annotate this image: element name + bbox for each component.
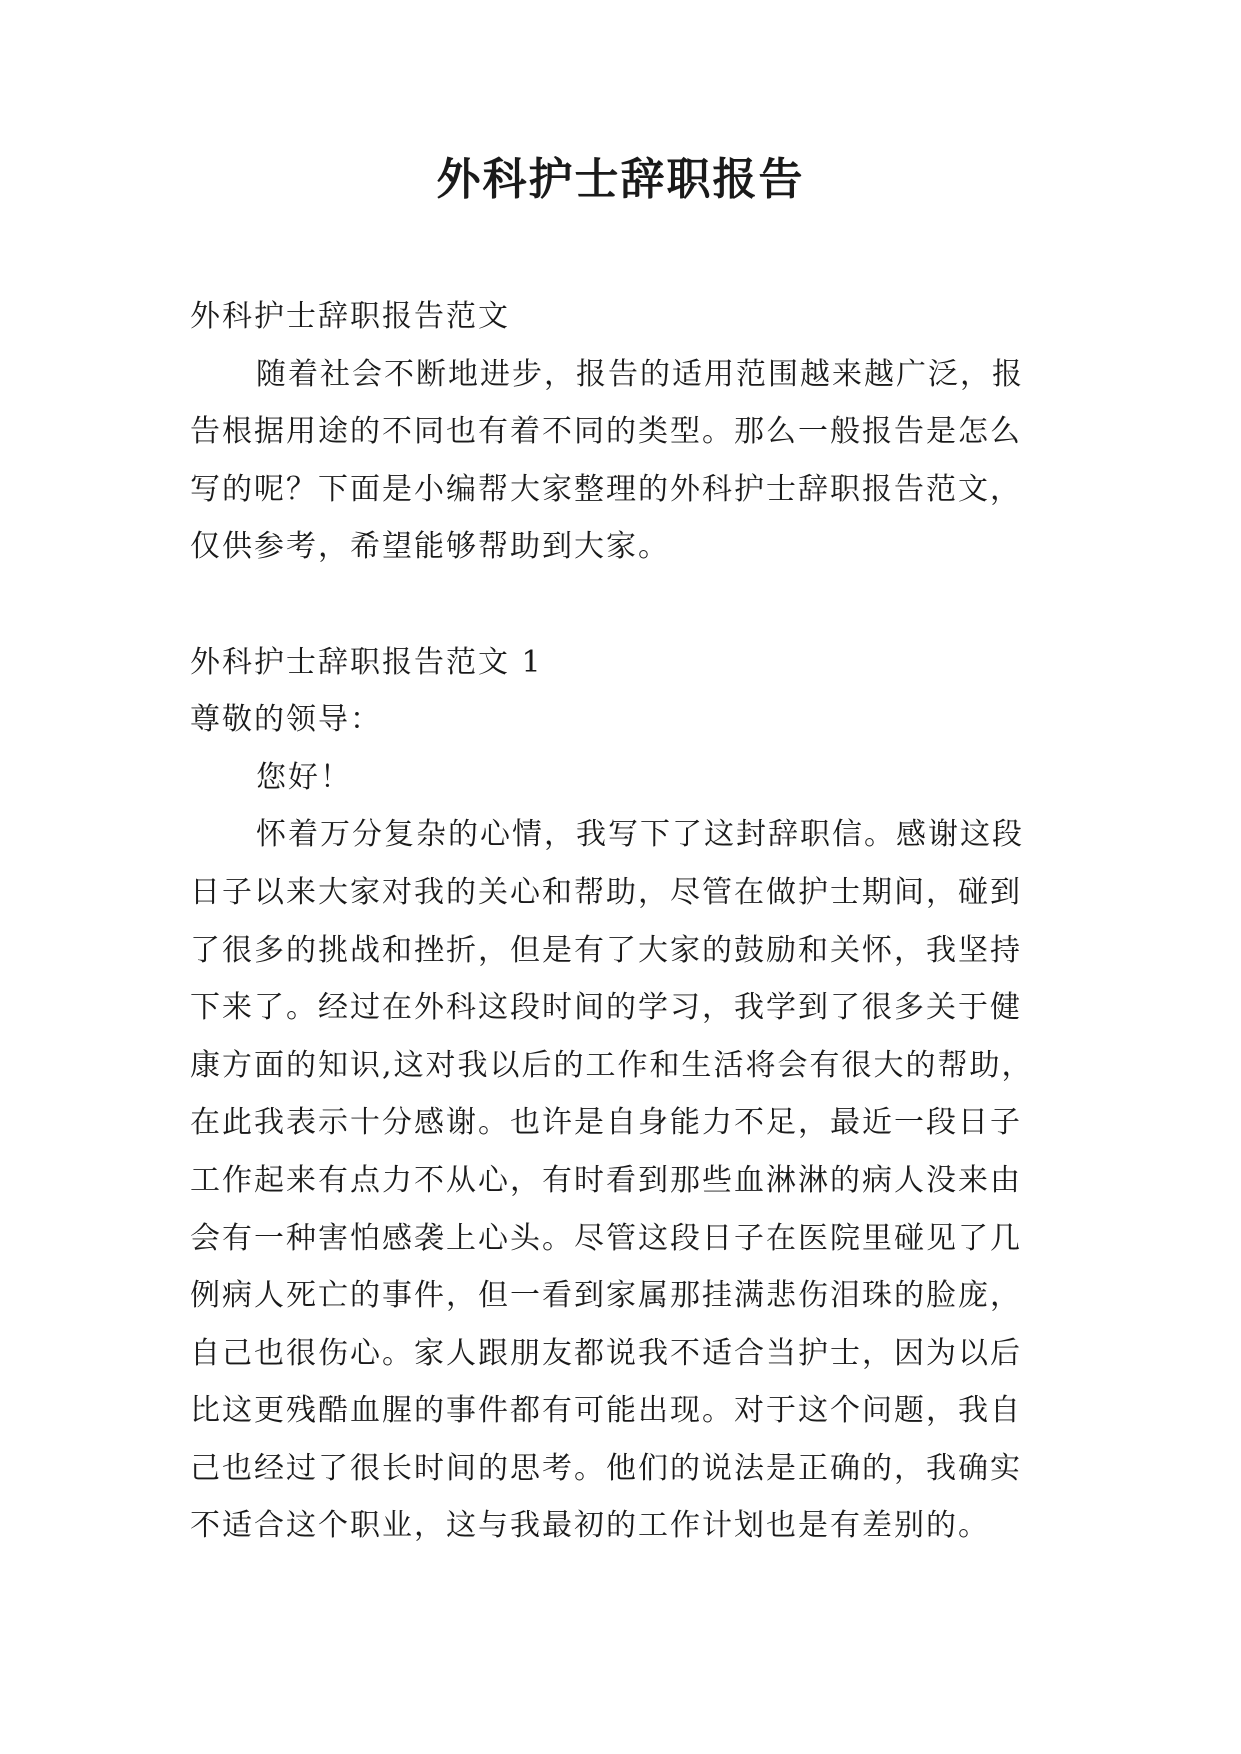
section-heading: 外科护士辞职报告范文 1 (190, 644, 543, 680)
letter-line: 日子以来大家对我的关心和帮助，尽管在做护士期间，碰到 (190, 874, 1022, 910)
letter-line: 康方面的知识,这对我以后的工作和生活将会有很大的帮助， (190, 1047, 1034, 1083)
letter-line: 下来了。经过在外科这段时间的学习，我学到了很多关于健 (190, 990, 1022, 1026)
paragraph-gap (190, 576, 1070, 634)
intro-line: 告根据用途的不同也有着不同的类型。那么一般报告是怎么 (190, 414, 1022, 450)
letter-line: 工作起来有点力不从心，有时看到那些血淋淋的病人没来由 (190, 1162, 1022, 1198)
intro-line: 仅供参考，希望能够帮助到大家。 (190, 529, 670, 565)
intro-line: 随着社会不断地进步，报告的适用范围越来越广泛，报 (256, 356, 1024, 392)
page-title: 外科护士辞职报告 (436, 154, 805, 205)
letter-line: 了很多的挑战和挫折，但是有了大家的鼓励和关怀，我坚持 (190, 932, 1022, 968)
letter-line: 不适合这个职业，这与我最初的工作计划也是有差别的。 (190, 1508, 990, 1544)
letter-line: 例病人死亡的事件，但一看到家属那挂满悲伤泪珠的脸庞， (190, 1278, 1022, 1314)
greeting: 您好！ (256, 759, 352, 795)
letter-line: 自己也很伤心。家人跟朋友都说我不适合当护士，因为以后 (190, 1335, 1022, 1371)
document-body (190, 288, 1070, 1555)
subtitle: 外科护士辞职报告范文 (190, 299, 510, 334)
letter-line: 比这更残酷血腥的事件都有可能出现。对于这个问题，我自 (190, 1393, 1022, 1429)
letter-line: 会有一种害怕感袭上心头。尽管这段日子在医院里碰见了几 (190, 1220, 1022, 1256)
letter-line: 己也经过了很长时间的思考。他们的说法是正确的，我确实 (190, 1450, 1022, 1486)
salutation: 尊敬的领导： (190, 702, 382, 738)
letter-line: 怀着万分复杂的心情，我写下了这封辞职信。感谢这段 (256, 817, 1024, 853)
intro-line: 写的呢？下面是小编帮大家整理的外科护士辞职报告范文， (190, 471, 1022, 507)
letter-line: 在此我表示十分感谢。也许是自身能力不足，最近一段日子 (190, 1105, 1022, 1141)
